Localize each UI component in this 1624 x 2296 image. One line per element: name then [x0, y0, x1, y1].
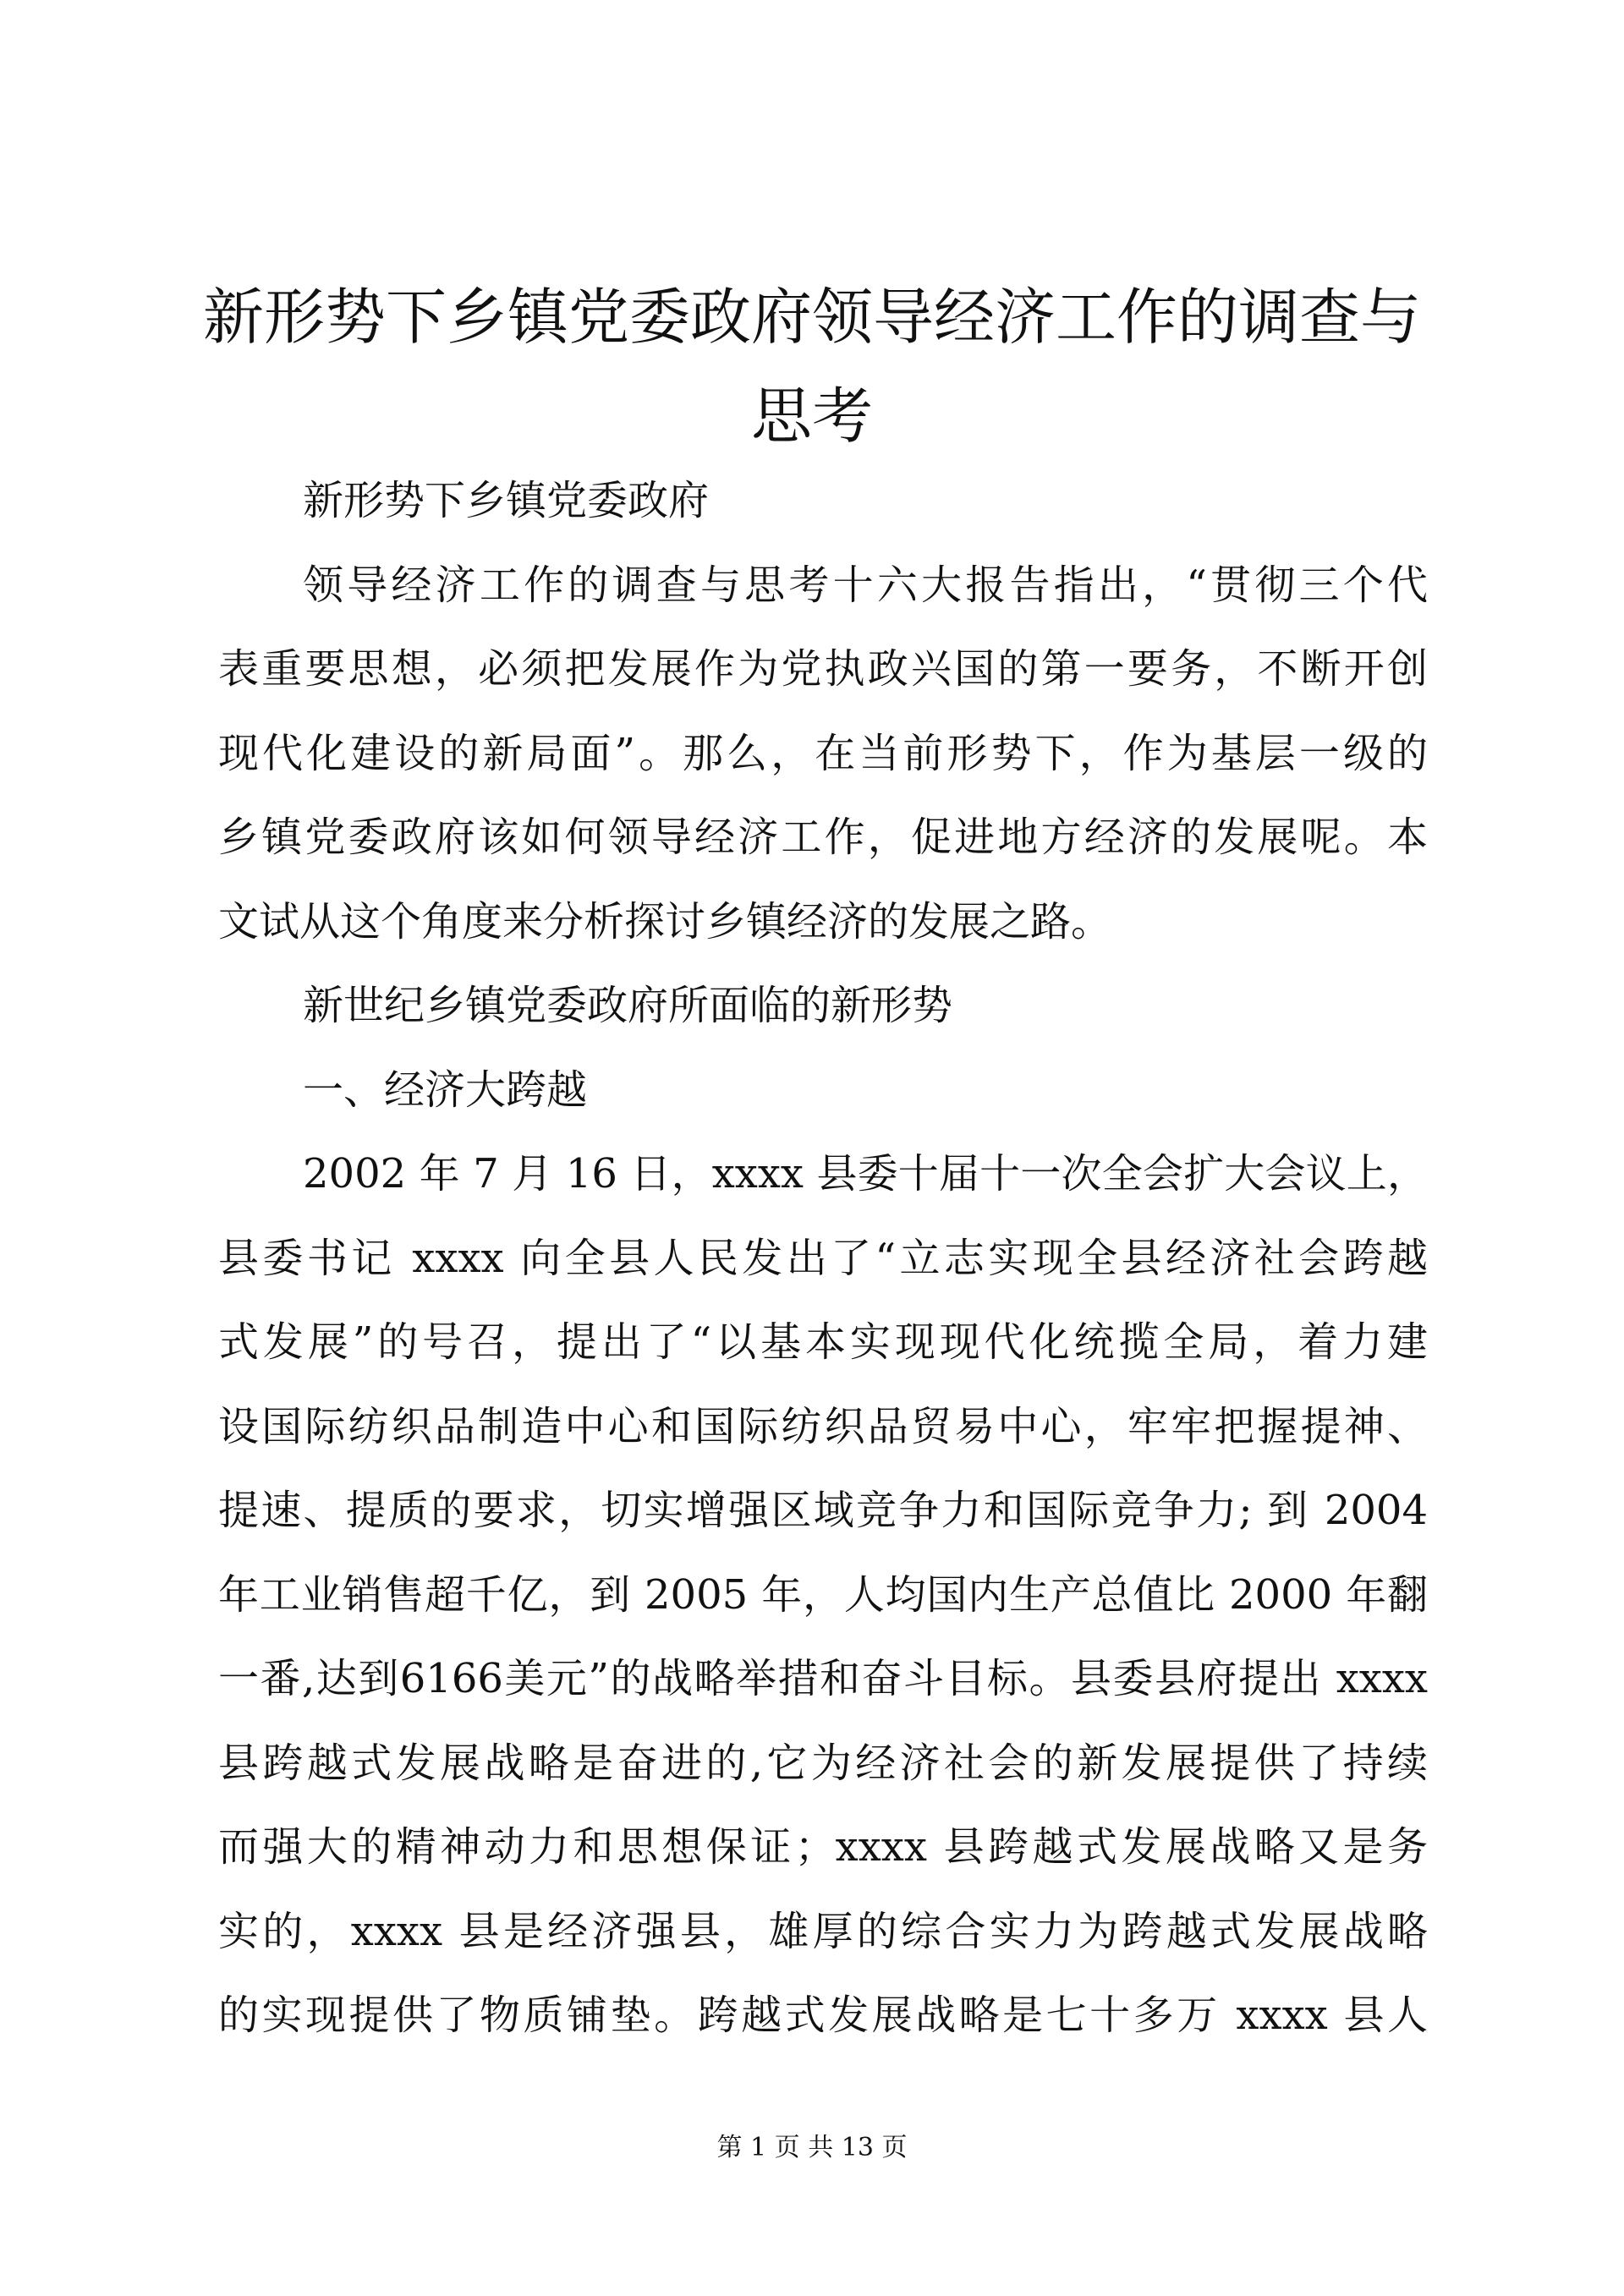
body-line: 文试从这个角度来分析探讨乡镇经济的发展之路。: [218, 898, 1112, 945]
body-line: 领导经济工作的调查与思考十六大报告指出，“贯彻三个代: [303, 562, 1428, 609]
body-line: 县跨越式发展战略是奋进的,它为经济社会的新发展提供了持续: [218, 1740, 1428, 1787]
body-line: 式发展”的号召，提出了“以基本实现现代化统揽全局，着力建: [218, 1318, 1428, 1366]
body-line: 提速、提质的要求，切实增强区域竞争力和国际竞争力; 到 2004: [218, 1487, 1428, 1534]
body-line: 实的，xxxx 县是经济强县，雄厚的综合实力为跨越式发展战略: [218, 1908, 1428, 1955]
body-line: 乡镇党委政府该如何领导经济工作，促进地方经济的发展呢。本: [218, 814, 1428, 861]
body-line: 的实现提供了物质铺垫。跨越式发展战略是七十多万 xxxx 县人: [218, 1992, 1428, 2039]
document-title-line-1: 新形势下乡镇党委政府领导经济工作的调查与: [202, 282, 1421, 353]
body-line: 表重要思想，必须把发展作为党执政兴国的第一要务，不断开创: [218, 645, 1428, 693]
body-line: 年工业销售超千亿，到 2005 年，人均国内生产总值比 2000 年翻: [218, 1571, 1428, 1619]
body-line: 现代化建设的新局面”。那么，在当前形势下，作为基层一级的: [218, 730, 1428, 777]
body-line: 设国际纺织品制造中心和国际纺织品贸易中心，牢牢把握提神、: [218, 1403, 1428, 1450]
section-heading: 新世纪乡镇党委政府所面临的新形势: [303, 982, 953, 1029]
document-title-line-2: 思考: [750, 381, 873, 452]
body-line: 而强大的精神动力和思想保证；xxxx 县跨越式发展战略又是务: [218, 1823, 1428, 1871]
body-line: 2002 年 7 月 16 日，xxxx 县委十届十一次全会扩大会议上，: [303, 1150, 1428, 1197]
body-line: 新形势下乡镇党委政府: [303, 477, 710, 524]
section-subheading: 一、经济大跨越: [303, 1066, 588, 1114]
body-line: 一番,达到6166美元”的战略举措和奋斗目标。县委县府提出 xxxx: [218, 1655, 1428, 1702]
page-number-footer: 第 1 页 共 13 页: [716, 2133, 908, 2162]
body-line: 县委书记 xxxx 向全县人民发出了“立志实现全县经济社会跨越: [218, 1235, 1428, 1282]
